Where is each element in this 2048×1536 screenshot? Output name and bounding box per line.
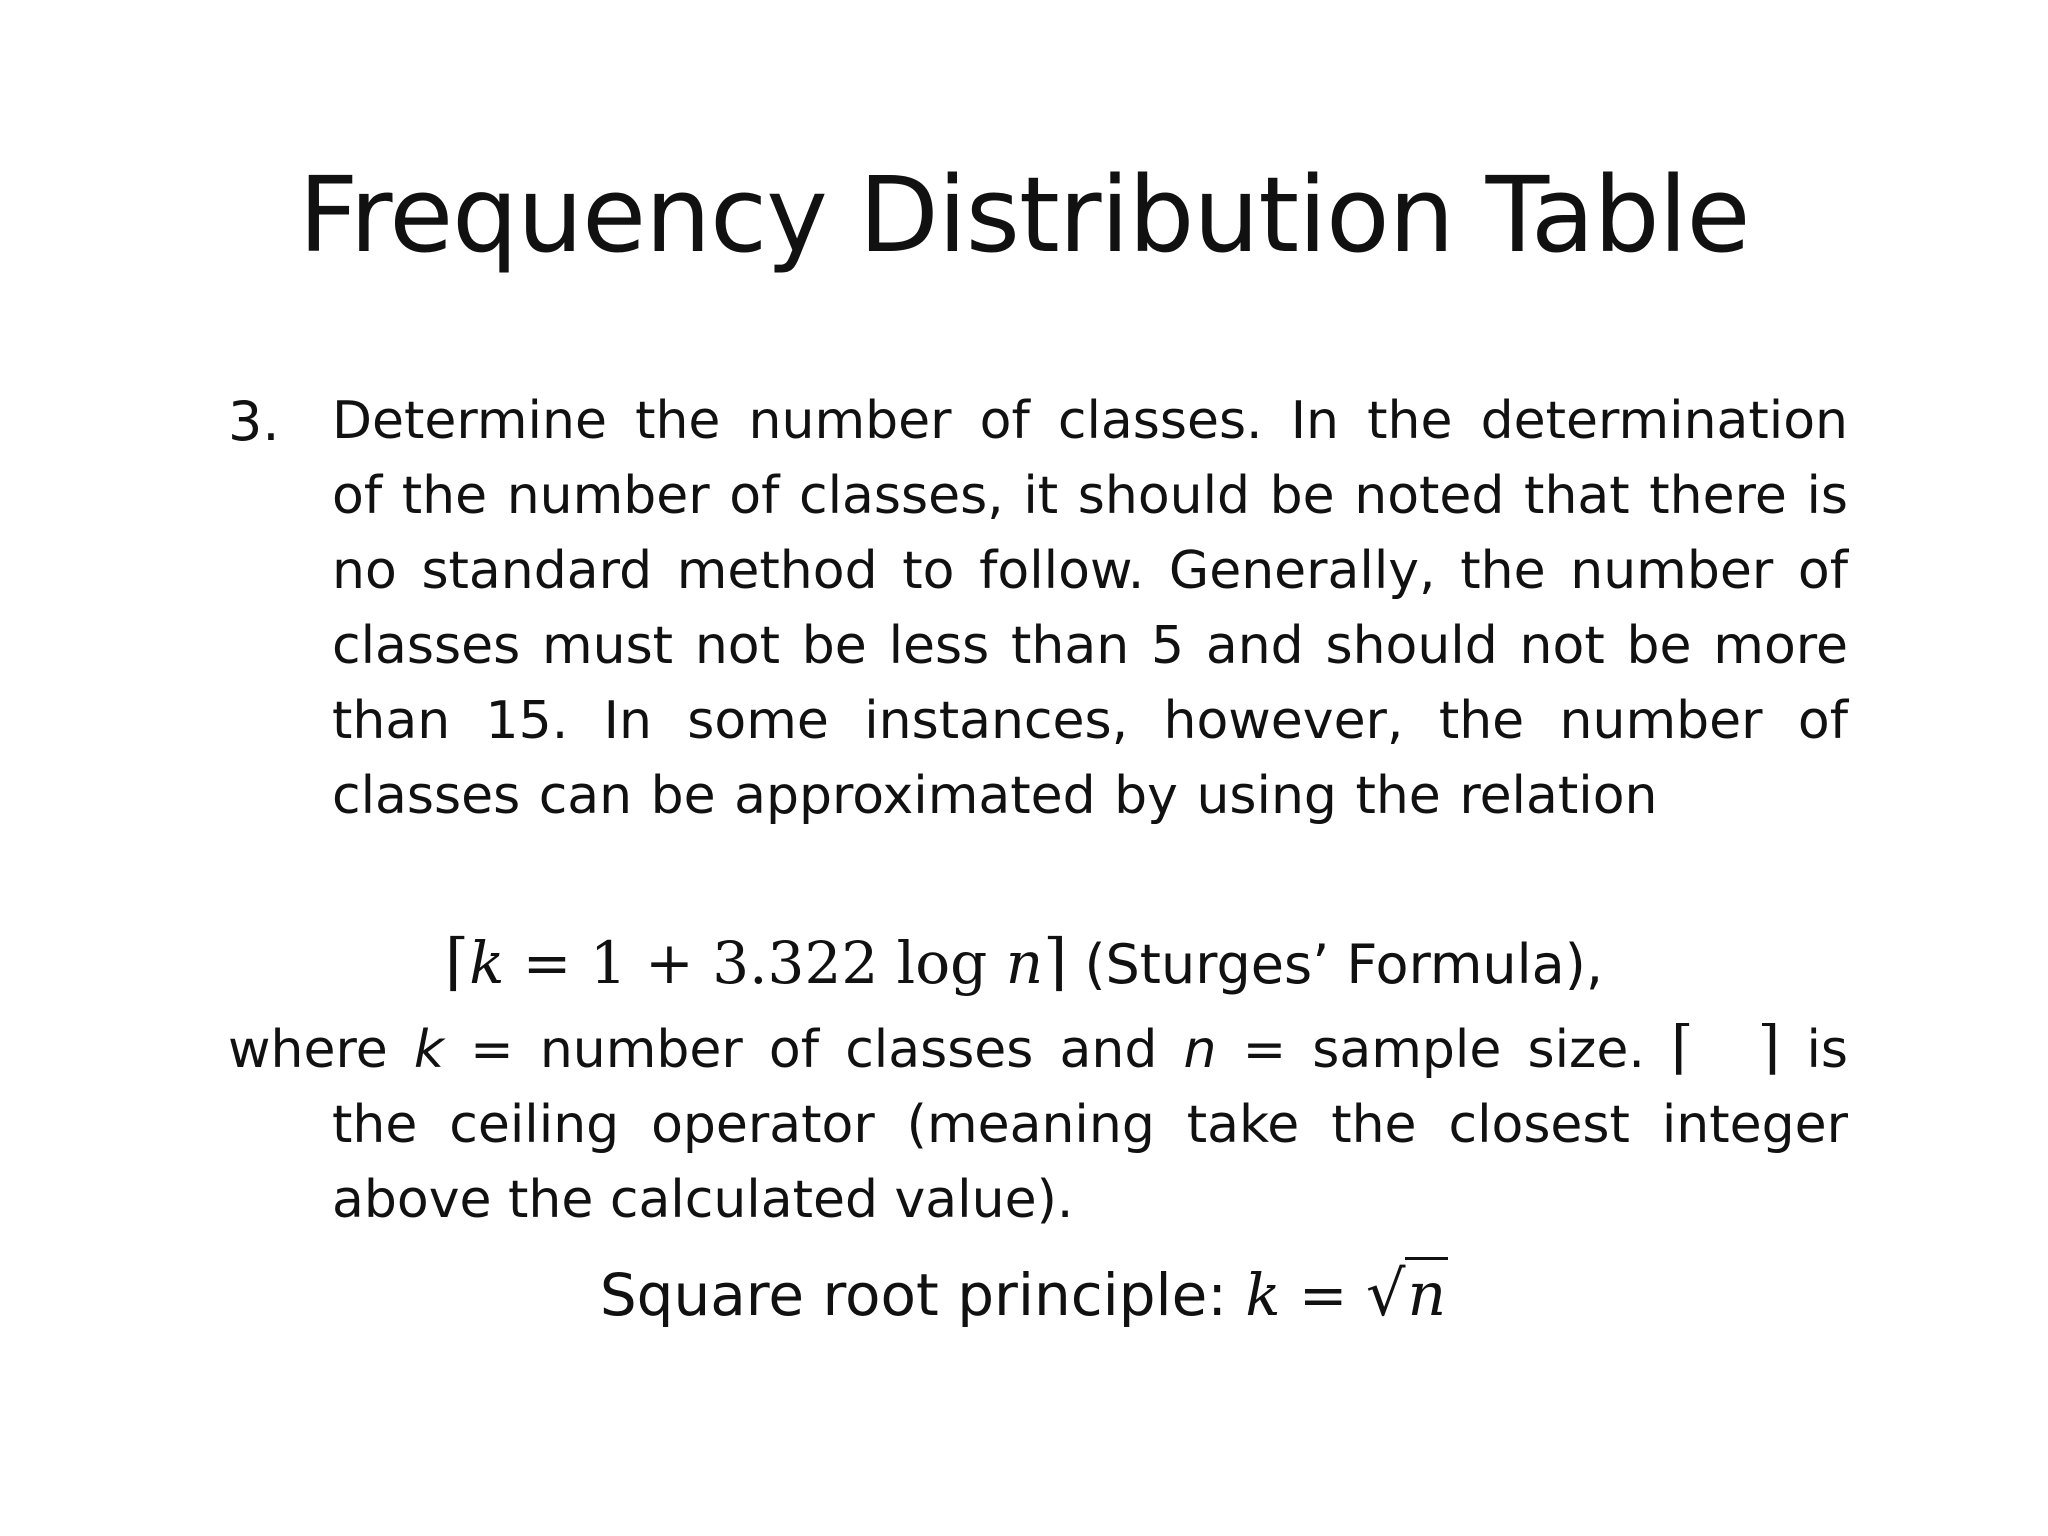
sqrt-variable-k: k	[1245, 1261, 1281, 1329]
where-explanation	[228, 1010, 1848, 1238]
formula-label: (Sturges’ Formula),	[1067, 933, 1603, 996]
empty-ceiling-symbol: ⌈ ⌉	[1671, 1013, 1781, 1081]
where-continuation: the ceiling operator (meaning take the closest integer above the calculated value).	[332, 1095, 1848, 1230]
where-k-definition: = number of classes and	[443, 1020, 1184, 1080]
square-root-principle	[0, 1252, 2048, 1337]
where-variable-k: k	[413, 1020, 444, 1080]
list-item-text: Determine the number of classes. In the determination of the number of classes, it should be noted that there is no standard method to follow. Generally, the number of classes must not be less than 5 and should not be more than 15. In some instances, however, the number of classes can be approximated by using the relation	[332, 391, 1848, 826]
where-first-line	[228, 1010, 1848, 1088]
ceiling-open-symbol: ⌈	[445, 925, 470, 998]
formula-variable-n: n	[1005, 929, 1044, 997]
list-item-number: 3.	[228, 390, 280, 453]
formula-variable-k: k	[469, 929, 505, 997]
where-word: where	[228, 1020, 414, 1080]
ceiling-close-symbol: ⌉	[1043, 925, 1068, 998]
formula-expression: = 1 + 3.322 log	[504, 929, 1006, 997]
where-is: is	[1780, 1020, 1848, 1080]
radical-symbol: √	[1365, 1257, 1406, 1330]
sqrt-equals: =	[1280, 1261, 1366, 1329]
where-n-definition: = sample size.	[1216, 1020, 1672, 1080]
slide-title: Frequency Distribution Table	[298, 154, 1750, 276]
square-root-label: Square root principle:	[599, 1261, 1246, 1329]
sqrt-expression	[1366, 1252, 1448, 1337]
sturges-formula	[0, 922, 2048, 1005]
where-variable-n: n	[1183, 1020, 1217, 1080]
sqrt-variable-n: n	[1405, 1257, 1448, 1330]
